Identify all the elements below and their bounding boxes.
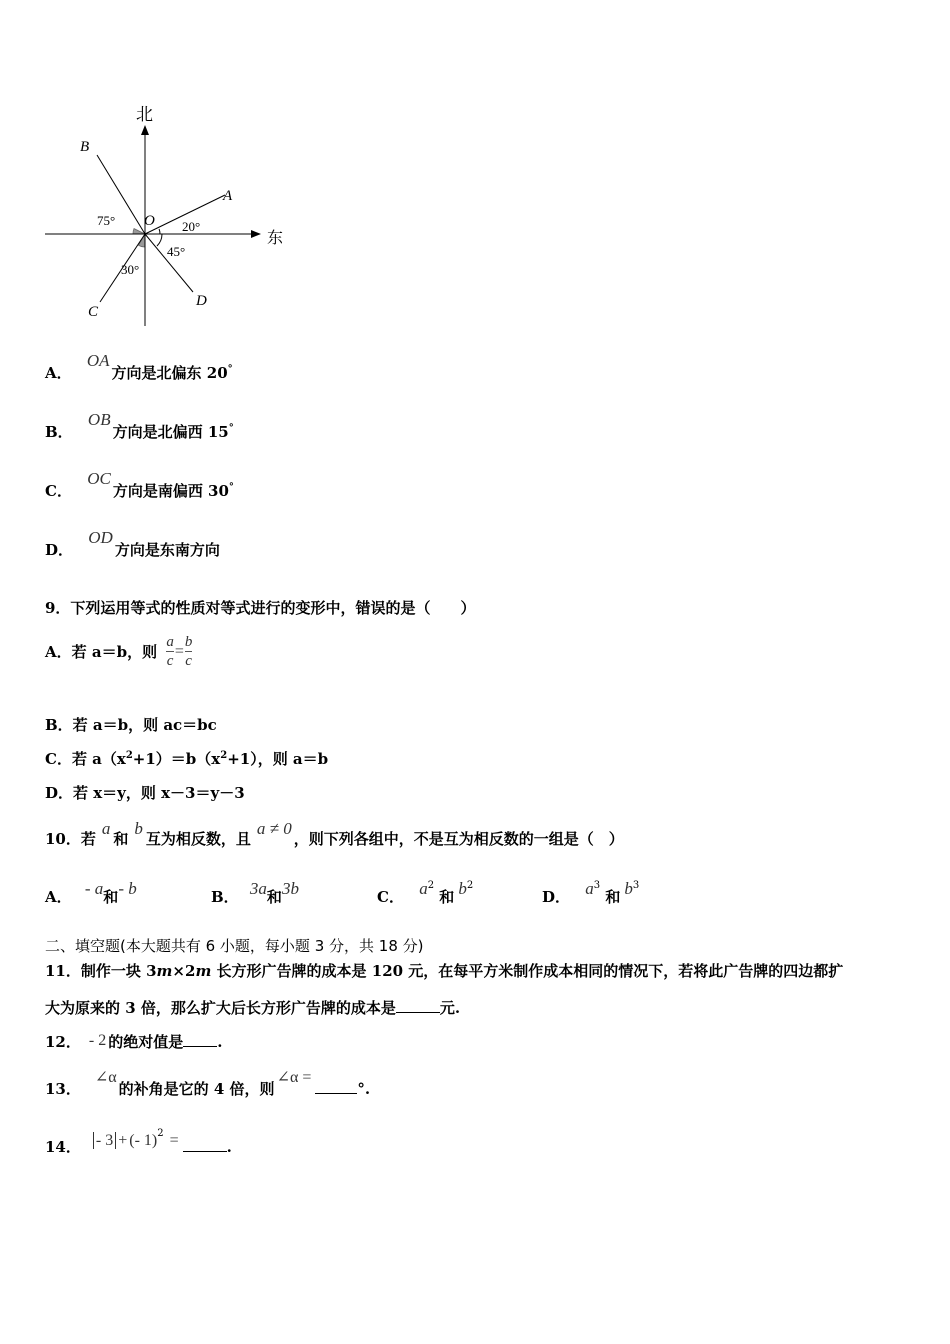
point-b-label: B: [80, 139, 90, 155]
east-label: 东: [267, 228, 284, 247]
q14: 14． - 3 + (- 1)$^2$ = .: [45, 1128, 232, 1156]
q8-option-b[interactable]: B． OB方向是北偏西 15°: [45, 410, 234, 441]
absolute-value-expression: - 3: [93, 1132, 116, 1149]
angle-75-label: 75°: [97, 213, 116, 228]
q10-option-d[interactable]: D． $a^3$ 和 $b^3$: [542, 879, 640, 906]
angle-20-label: 20°: [182, 219, 201, 234]
q9-option-d[interactable]: D．若 x＝y，则 x－3＝y－3: [45, 784, 245, 802]
q10-option-b[interactable]: B． 3a和3b: [211, 879, 299, 906]
answer-blank[interactable]: [183, 1137, 227, 1152]
angle-20-arc: [159, 229, 160, 234]
q10-option-a[interactable]: A． - a和- b: [45, 879, 137, 906]
north-label: 北: [136, 105, 153, 125]
math-oa: OA: [86, 351, 110, 370]
q9-option-b[interactable]: B．若 a＝b，则 ac＝bc: [45, 716, 217, 734]
q8-option-c[interactable]: C． OC方向是南偏西 30°: [45, 469, 234, 500]
compass-diagram: [40, 100, 300, 335]
q8-option-a[interactable]: A． OA方向是北偏东 20°: [45, 351, 233, 382]
q11-line1: 11．制作一块 3m×2m 长方形广告牌的成本是 120 元，在每平方米制作成本相同的情况下，若将此广告牌的四边都扩: [45, 962, 844, 980]
q9-option-c[interactable]: C．若 $a(x^2+1)=b(x^2+1)$，则 a＝b: [45, 750, 329, 768]
q9-stem: 9．下列运用等式的性质对等式进行的变形中，错误的是（ ）: [45, 599, 476, 617]
math-od: OD: [88, 528, 113, 547]
fraction-b-over-c: $\frac{b}{c}$: [184, 634, 193, 669]
ray-od: [145, 234, 193, 292]
angle-45-label: 45°: [167, 244, 186, 259]
section-heading: 二、填空题(本大题共有 6 小题，每小题 3 分，共 18 分): [45, 937, 424, 955]
answer-blank[interactable]: [396, 998, 440, 1013]
answer-blank[interactable]: [315, 1079, 357, 1094]
point-a-label: A: [223, 188, 233, 204]
angle-45-arc: [157, 234, 162, 246]
answer-blank[interactable]: [183, 1032, 217, 1047]
point-c-label: C: [88, 304, 99, 320]
angle-30-label: 30°: [121, 262, 140, 277]
q12: 12． - 2 的绝对值是 .: [45, 1032, 223, 1051]
q10-option-c[interactable]: C． $a^2$ 和 $b^2$: [377, 879, 474, 906]
point-d-label: D: [196, 293, 207, 309]
math-ob: OB: [87, 410, 111, 429]
fraction-a-over-c: $\frac{a}{c}$: [166, 634, 174, 669]
point-o-label: O: [144, 213, 155, 229]
math-oc: OC: [87, 469, 111, 488]
q10-stem: 10．若a和b互为相反数，且a ≠ 0，则下列各组中，不是互为相反数的一组是（ ）: [45, 819, 624, 848]
q9-option-a[interactable]: A．若 a＝b，则 $\frac{a}{c}$ = $\frac{b}{c}$: [45, 634, 193, 669]
q11-line2: 大为原来的 3 倍，那么扩大后长方形广告牌的成本是 元.: [45, 999, 461, 1017]
q8-option-d[interactable]: D． OD方向是东南方向: [45, 528, 220, 559]
q13: 13．∠α的补角是它的 4 倍，则∠α =°.: [45, 1069, 371, 1098]
